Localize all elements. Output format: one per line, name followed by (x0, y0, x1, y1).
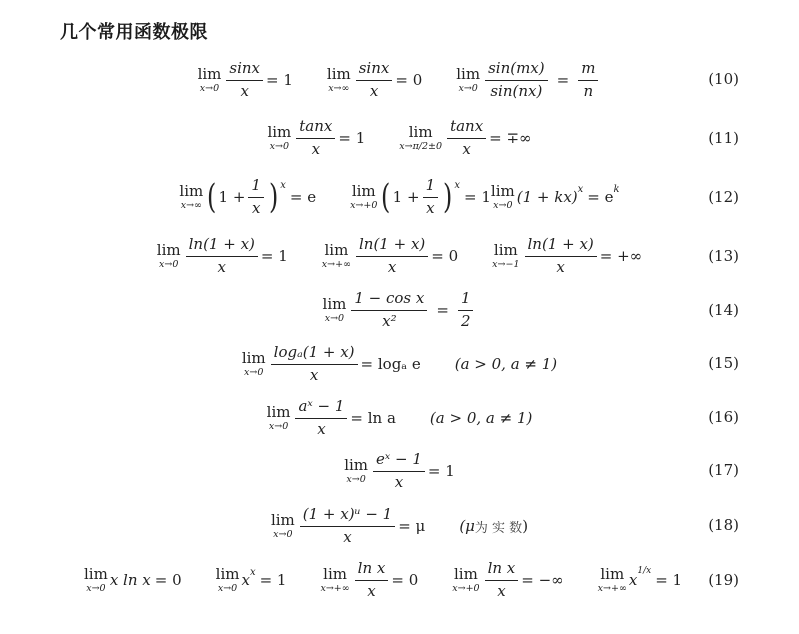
fraction: $\frac{\text{aˣ − 1}}{x}$ (295, 398, 347, 438)
limit-expression: lim x→0 $\frac{\ln(1 + x)}{x}$ = 1 (156, 235, 288, 276)
limit-operator: lim x→−1 (492, 240, 520, 270)
limit-operator: lim x→0 (490, 181, 515, 211)
limit-expression: lim x→+∞ $\frac{\ln(1 + x)}{x}$ = 0 (321, 235, 459, 276)
equation-17 (0, 451, 799, 491)
fraction: $\frac{1}{x}$ (248, 177, 264, 217)
equation-12 (0, 173, 799, 221)
equation-14 (0, 290, 799, 330)
limit-expression: lim x→+0 $\frac{\text{ln x}}{x}$ = −∞ (452, 559, 564, 600)
equation-18: lim x→0 $\frac{\text{(1 + x)ᵘ − 1}}{x}$ = μ (μ 为 实 数 ) (270, 505, 529, 546)
limit-expression: lim x→0 $\frac{\sin(mx)}{\sin(nx)}$ = $\frac{m}{n}$ (456, 60, 601, 100)
fraction: $\frac{\tan x}{x}$ (296, 118, 335, 158)
fraction: $\frac{\sin x}{x}$ (356, 60, 393, 100)
limit-operator: lim x→0 (266, 402, 291, 432)
equation-number: (16) (708, 408, 739, 426)
limit-operator: lim x→0 (270, 510, 295, 540)
limit-expression: lim x→0 (1 + kx) x = e k (490, 181, 620, 211)
top-cropped-edge (170, 0, 410, 2)
limit-expression: lim x→0 $\frac{\text{logₐ(1 + x)}}{x}$ = logₐ e (241, 343, 421, 384)
limit-expression: lim x→+∞ x 1/x = 1 (597, 564, 683, 594)
fraction: $\frac{1}{2}$ (458, 290, 474, 330)
limit-operator: lim x→∞ (179, 181, 204, 211)
equation-15: lim x→0 $\frac{\text{logₐ(1 + x)}}{x}$ = logₐ e (a > 0, a ≠ 1) (241, 343, 558, 384)
fraction: $\frac{\text{ln x}}{x}$ (485, 560, 519, 600)
equation-16: lim x→0 $\frac{\text{aˣ − 1}}{x}$ = ln a (a > 0, a ≠ 1) (266, 397, 533, 438)
limit-operator: lim x→0 (322, 294, 347, 324)
limit-expression: lim x→−1 $\frac{\ln(1 + x)}{x}$ = +∞ (492, 235, 643, 276)
limit-expression: lim x→0 $\frac{\text{1 − cos x}}{\text{x²}}$ = $\frac{1}{2}$ (323, 290, 477, 330)
equation-11 (0, 118, 799, 158)
equation-13 (0, 236, 799, 276)
equation-number: (13) (708, 247, 739, 265)
limit-expression: lim x→0 $\frac{\sin x}{x}$ = 1 (197, 59, 293, 100)
limit-operator: lim x→+0 (350, 181, 378, 211)
fraction: $\frac{\tan x}{x}$ (447, 118, 486, 158)
limit-operator: lim x→0 (344, 455, 369, 485)
limit-operator: lim x→0 (84, 564, 108, 594)
fraction: $\frac{\sin(mx)}{\sin(nx)}$ (485, 60, 548, 100)
fraction: $\frac{\text{1 − cos x}}{\text{x²}}$ (351, 290, 427, 330)
limit-expression: lim x→0 $\frac{\text{aˣ − 1}}{x}$ = ln a (266, 397, 396, 438)
equation-number: (19) (708, 571, 739, 589)
equation-number: (11) (708, 129, 739, 147)
limit-expression: lim x→π/2±0 $\frac{\tan x}{x}$ = ∓∞ (399, 117, 532, 158)
fraction: $\frac{\sin x}{x}$ (226, 60, 263, 100)
limit-operator: lim x→+∞ (321, 240, 351, 270)
fraction: $\frac{\text{ln x}}{x}$ (355, 560, 389, 600)
limit-operator: lim x→+∞ (320, 564, 350, 594)
limit-operator: lim x→0 (267, 122, 292, 152)
equation-number: (17) (708, 461, 739, 479)
fraction: $\frac{m}{n}$ (578, 60, 598, 100)
equation-number: (10) (708, 70, 739, 88)
equation-19 (0, 560, 724, 600)
limit-expression: lim x→0 x x = 1 (215, 564, 287, 594)
fraction: $\frac{\ln(1 + x)}{x}$ (525, 236, 597, 276)
limit-operator: lim x→0 (197, 64, 222, 94)
equation-number: (14) (708, 301, 739, 319)
chinese-note: 为 实 数 (474, 520, 523, 536)
limit-operator: lim x→0 (215, 564, 240, 594)
section-heading: 几个常用函数极限 (60, 22, 208, 43)
limit-operator: lim x→+0 (452, 564, 480, 594)
equation-number: (12) (708, 188, 739, 206)
limit-operator: lim x→0 (156, 240, 181, 270)
limit-expression: lim x→0 $\frac{\tan x}{x}$ = 1 (267, 117, 366, 158)
equation-10 (0, 60, 799, 100)
limit-operator: lim x→∞ (326, 64, 351, 94)
fraction: $\frac{\ln(1 + x)}{x}$ (186, 236, 258, 276)
limit-expression: lim x→∞ $\frac{\sin x}{x}$ = 0 (326, 59, 423, 100)
limit-operator: lim x→π/2±0 (399, 122, 443, 152)
fraction: $\frac{\text{logₐ(1 + x)}}{x}$ (271, 344, 358, 384)
fraction: $\frac{\ln(1 + x)}{x}$ (356, 236, 428, 276)
limit-expression: lim x→0 x ln x = 0 (84, 564, 182, 594)
equation-number: (15) (708, 354, 739, 372)
equation-number: (18) (708, 516, 739, 534)
limit-expression: lim x→+∞ $\frac{\text{ln x}}{x}$ = 0 (320, 559, 419, 600)
limit-operator: lim x→+∞ (597, 564, 627, 594)
limit-operator: lim x→0 (241, 348, 266, 378)
fraction: $\frac{\text{(1 + x)ᵘ − 1}}{x}$ (300, 506, 395, 546)
fraction: $\frac{1}{x}$ (423, 177, 439, 217)
limit-expression: lim x→+0 ( 1 + $\frac{1}{x}$ ) x = 1 (350, 176, 491, 217)
limit-expression: lim x→0 $\frac{\text{(1 + x)ᵘ − 1}}{x}$ = μ (270, 505, 426, 546)
limit-expression: lim x→0 $\frac{\text{eˣ − 1}}{x}$ = 1 (344, 450, 455, 491)
fraction: $\frac{\text{eˣ − 1}}{x}$ (373, 451, 425, 491)
limit-expression: lim x→∞ ( 1 + $\frac{1}{x}$ ) x = e (179, 176, 317, 217)
limit-operator: lim x→0 (456, 64, 481, 94)
